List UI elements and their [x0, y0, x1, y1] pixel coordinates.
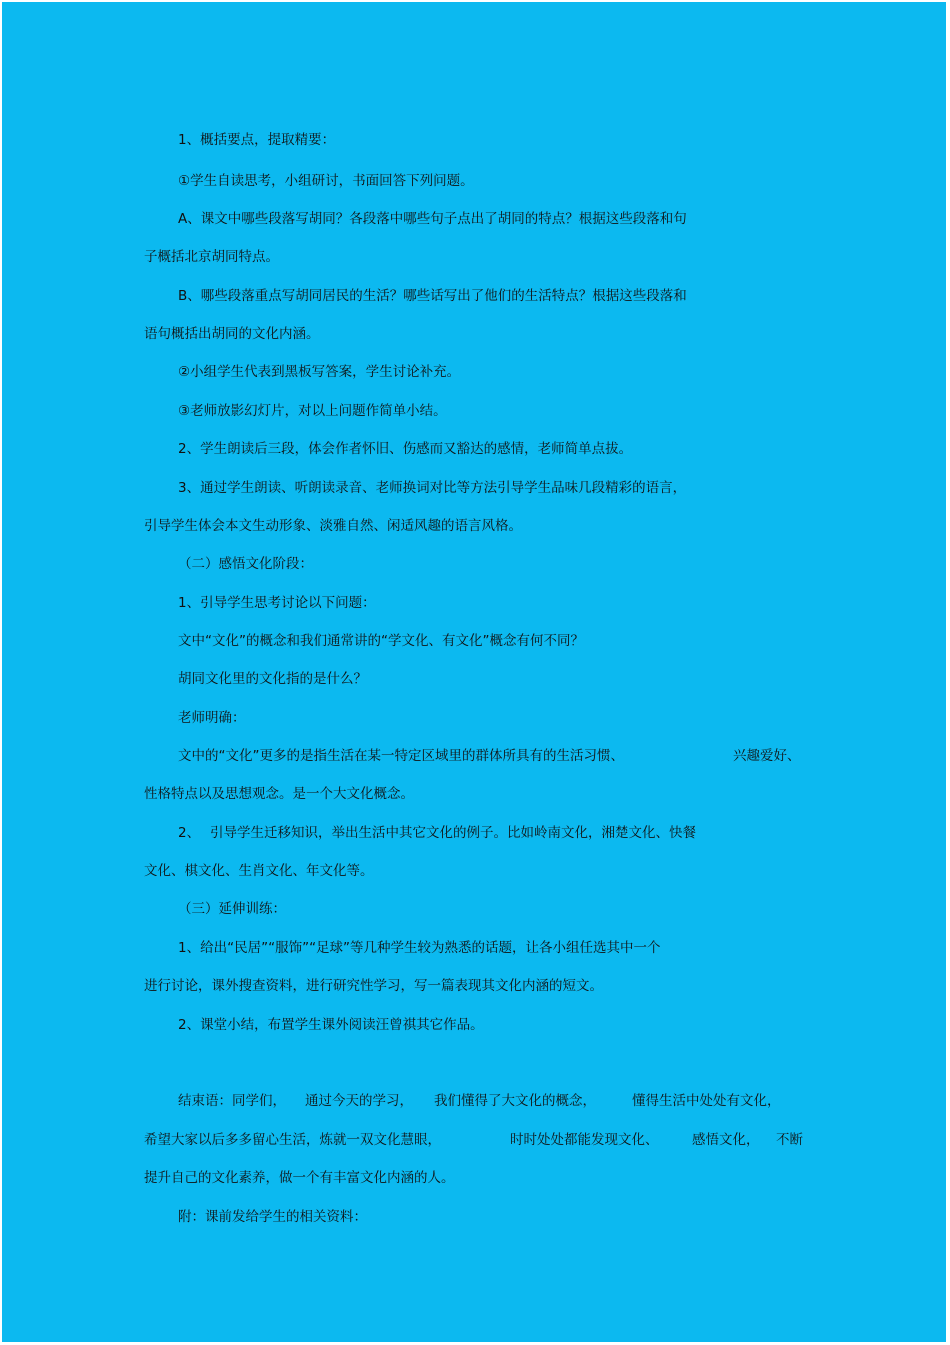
text-line: 我们懂得了大文化的概念，	[434, 1093, 596, 1109]
text-line: 时时处处都能发现文化、	[510, 1132, 659, 1148]
text-line: 文化、棋文化、生肖文化、年文化等。	[144, 863, 374, 879]
text-line: 引导学生迁移知识，举出生活中其它文化的例子。比如岭南文化，湘楚文化、快餐	[210, 825, 696, 841]
text-line: 提升自己的文化素养，做一个有丰富文化内涵的人。	[144, 1170, 455, 1186]
text-line: ③老师放影幻灯片，对以上问题作简单小结。	[178, 403, 447, 419]
text-line: 2、课堂小结，布置学生课外阅读汪曾祺其它作品。	[178, 1017, 484, 1033]
section-heading: （二）感悟文化阶段：	[178, 556, 313, 572]
text-line: 语句概括出胡同的文化内涵。	[144, 326, 320, 342]
text-line: 结束语：同学们，	[178, 1093, 286, 1109]
text-line: 性格特点以及思想观念。是一个大文化概念。	[144, 786, 414, 802]
text-line: 引导学生体会本文生动形象、淡雅自然、闲适风趣的语言风格。	[144, 518, 522, 534]
text-line: 感悟文化，	[692, 1132, 760, 1148]
text-line: 不断	[776, 1132, 803, 1148]
text-line: 文中的“文化”更多的是指生活在某一特定区域里的群体所具有的生活习惯、	[178, 748, 624, 764]
document-page	[2, 2, 946, 1342]
text-line: 3、通过学生朗读、听朗读录音、老师换词对比等方法引导学生品味几段精彩的语言，	[178, 480, 687, 496]
text-line: 子概括北京胡同特点。	[144, 249, 279, 265]
text-line: 兴趣爱好、	[733, 748, 801, 764]
text-line: 胡同文化里的文化指的是什么？	[178, 671, 367, 687]
text-line: 1、给出“民居”“服饰”“足球”等几种学生较为熟悉的话题，让各小组任选其中一个	[178, 940, 661, 956]
text-line: A、课文中哪些段落写胡同？各段落中哪些句子点出了胡同的特点？根据这些段落和句	[178, 211, 687, 227]
text-line: 1、引导学生思考讨论以下问题：	[178, 595, 376, 611]
text-line: 进行讨论，课外搜查资料，进行研究性学习，写一篇表现其文化内涵的短文。	[144, 978, 603, 994]
text-line: 1、概括要点，提取精要：	[178, 132, 336, 148]
text-line: B、哪些段落重点写胡同居民的生活？哪些话写出了他们的生活特点？根据这些段落和	[178, 288, 687, 304]
text-line: 老师明确：	[178, 710, 246, 726]
text-line: 2、学生朗读后三段，体会作者怀旧、伤感而又豁达的感情，老师简单点拔。	[178, 441, 633, 457]
text-line: 2、	[178, 825, 201, 841]
text-line: 附：课前发给学生的相关资料：	[178, 1209, 367, 1225]
text-line: 通过今天的学习，	[305, 1093, 413, 1109]
text-line: ②小组学生代表到黑板写答案，学生讨论补充。	[178, 364, 461, 380]
text-line: 文中“文化”的概念和我们通常讲的“学文化、有文化”概念有何不同？	[178, 633, 584, 649]
section-heading: （三）延伸训练：	[178, 901, 286, 917]
text-line: 希望大家以后多多留心生活，炼就一双文化慧眼，	[144, 1132, 441, 1148]
text-line: ①学生自读思考，小组研讨，书面回答下列问题。	[178, 173, 474, 189]
text-line: 懂得生活中处处有文化，	[632, 1093, 781, 1109]
